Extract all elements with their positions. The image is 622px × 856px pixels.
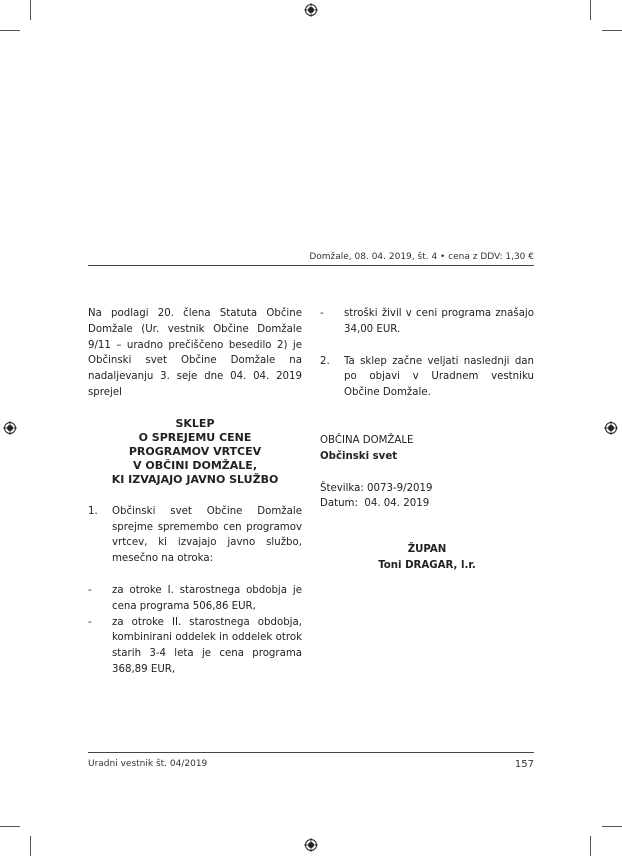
issuer-body: Občinski svet — [320, 450, 398, 462]
list-item — [88, 504, 302, 567]
issue-header: Domžale, 08. 04. 2019, št. 4 • cena z DDV: 1,30 € — [309, 252, 534, 262]
crop-mark — [0, 30, 20, 31]
title-line: V OBČINI DOMŽALE, — [133, 458, 257, 472]
issuer-name: OBČINA DOMŽALE — [320, 434, 414, 446]
bullet-text: za otroke II. starostnega obdobja, kombinirani oddelek in oddelek otrok starih 3-4 leta je cena programa 368,89 EUR, — [112, 616, 302, 675]
page-number: 157 — [514, 759, 534, 770]
publication-name: Uradni vestnik št. 04/2019 — [88, 759, 208, 769]
bullet-text: stroški živil v ceni programa znašajo 34,00 EUR. — [344, 308, 534, 335]
registration-mark-icon — [604, 421, 618, 435]
crop-mark — [30, 0, 31, 20]
intro-paragraph: Na podlagi 20. člena Statuta Občine Domžale (Ur. vestnik Občine Domžale 9/11 – uradno prečiščeno besedilo 2) je Občinski svet Občine Domžale na nadaljevanju 3. seje dne 04. 04. 2019 sprejel — [88, 308, 302, 398]
bullet-dash: - — [88, 584, 92, 596]
crop-mark — [30, 836, 31, 856]
document-title — [88, 417, 302, 487]
list-item — [320, 354, 534, 401]
left-column — [88, 306, 302, 678]
crop-mark — [590, 836, 591, 856]
signer-title: ŽUPAN — [407, 544, 447, 556]
title-line: O SPREJEMU CENE — [138, 430, 252, 444]
bullet-item — [88, 583, 302, 615]
document-number: Številka: 0073-9/2019 — [320, 482, 433, 494]
registration-mark-icon — [304, 838, 318, 852]
right-column — [320, 306, 534, 574]
crop-mark — [0, 826, 20, 827]
item-number: 1. — [88, 505, 98, 517]
crop-mark — [590, 0, 591, 20]
bullet-item — [320, 306, 534, 338]
title-line: PROGRAMOV VRTCEV — [128, 444, 262, 458]
item-text: Občinski svet Občine Domžale sprejme spremembo cen programov vrtcev, ki izvajajo javno službo, mesečno na otroka: — [112, 505, 302, 565]
bullet-dash: - — [320, 308, 324, 319]
bullet-item — [88, 615, 302, 678]
title-line: KI IZVAJAJO JAVNO SLUŽBO — [111, 472, 279, 486]
document-date: Datum: 04. 04. 2019 — [320, 498, 430, 510]
footer-rule — [88, 752, 534, 753]
title-line: SKLEP — [175, 416, 215, 430]
item-number: 2. — [320, 355, 330, 367]
bullet-dash: - — [88, 616, 92, 628]
signer-name: Toni DRAGAR, l.r. — [378, 559, 476, 571]
bullet-text: za otroke I. starostnega obdobja je cena programa 506,86 EUR, — [112, 584, 302, 612]
registration-mark-icon — [304, 3, 318, 17]
registration-mark-icon — [3, 421, 17, 435]
crop-mark — [602, 30, 622, 31]
item-text: Ta sklep začne veljati naslednji dan po objavi v Uradnem vestniku Občine Domžale. — [344, 355, 534, 399]
crop-mark — [602, 826, 622, 827]
header-rule — [88, 265, 534, 266]
